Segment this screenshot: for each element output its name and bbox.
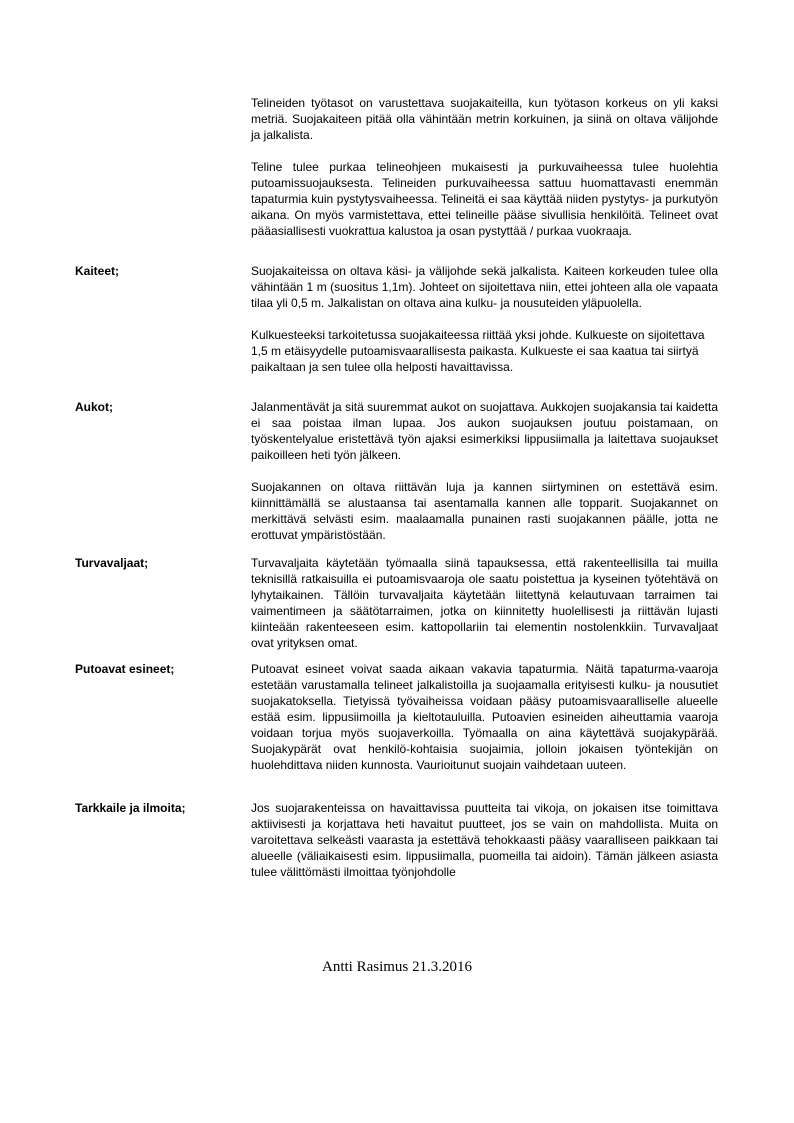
section-content (251, 555, 718, 667)
section-paragraph: Jalanmentävät ja sitä suuremmat aukot on suojattava. Aukkojen suojakansia tai kaidetta ei saa poistaa ilman lupaa. Jos aukon suojauksen joutuu poistamaan, on työskentelyalue eristettävä työn ajaksi esimerkiksi lippusiimalla ja laitettava suojaukset paikoilleen heti työn jälkeen. (251, 400, 718, 462)
intro-paragraph-2: Teline tulee purkaa telineohjeen mukaisesti ja purkuvaiheessa tulee huolehtia putoamissuojauksesta. Telineiden purkuvaiheessa sattuu huomattavasti enemmän tapaturmia kuin pystytysvaiheessa. Telineitä ei saa käyttää niiden pystytys- ja purkutyön aikana. On myös varmistettava, ettei telineille pääse sivullisia henkilöitä. Telineet ovat pääasiallisesti vuokrattua kalustoa ja osan pystyttää / purkaa vuokraaja. (251, 160, 718, 238)
section-content (251, 399, 718, 559)
section-paragraph: Suojakaiteissa on oltava käsi- ja välijohde sekä jalkalista. Kaiteen korkeuden tulee olla vähintään 1 m (suositus 1,1m). Johteet on sijoitettava niin, ettei johteen alla ole vapaata tilaa yli 0,5 m. Jalkalistan on oltava aina kulku- ja nousuteiden yläpuolella. (251, 264, 718, 310)
section-label: Kaiteet; (75, 264, 120, 278)
section-label: Aukot; (75, 400, 113, 414)
section-label: Tarkkaile ja ilmoita; (75, 801, 186, 815)
section-label: Turvavaljaat; (75, 556, 149, 570)
section-content (251, 800, 718, 896)
section-paragraph: Turvavaljaita käytetään työmaalla siinä tapauksessa, että rakenteellisilla tai muilla teknisillä ratkaisuilla ei putoamisvaaroja ole saatu poistettua ja kyseinen työtehtävä on lyhytaikainen. Tällöin turvavaljaita käytetään liitettynä kelautuvaan tarraimen tai vaimentimeen ja säätötarraimen, jotka on kiinnitetty huolellisesti ja riittävän lujasti kiinteään rakenteeseen esim. kattopollariin tai elementin nostolenkkiin. Turvavaljaat ovat yrityksen omat. (251, 556, 718, 650)
section-content (251, 661, 718, 789)
signature: Antti Rasimus 21.3.2016 (321, 959, 472, 975)
intro-content (251, 95, 718, 255)
section-label: Putoavat esineet; (75, 662, 175, 676)
section-paragraph: Jos suojarakenteissa on havaittavissa puutteita tai vikoja, on jokaisen itse toimittava aktiivisesti ja korjattava heti havaitut puutteet, jos se vain on mahdollista. Muita on varoitettava selkeästi vaarasta ja estettävä tehokkaasti pääsy vaaralliseen paikkaan tai alueelle (väliaikaisesti esim. lippusiimalla, puomeilla tai aidoin). Tämän jälkeen asiasta tulee välittömästi ilmoittaa työnjohdolle (251, 801, 718, 879)
section-paragraph: Suojakannen on oltava riittävän luja ja kannen siirtyminen on estettävä esim. kiinnittämällä se alustaansa tai asentamalla kannen alle topparit. Suojakannet on merkittävä selvästi esim. maalaamalla punainen rasti suojakannen päälle, jotta ne erottuvat ympäristöstään. (251, 480, 718, 542)
section-paragraph: Putoavat esineet voivat saada aikaan vakavia tapaturmia. Näitä tapaturma-vaaroja estetään varustamalla telineet jalkalistoilla ja suojaamalla erityisesti kulku- ja nousutiet suojakatoksella. Tietyissä työvaiheissa voidaan pääsy putoamisvaaralliselle alueelle estää esim. lippusiimoilla ja kieltotauluilla. Putoavien esineiden aiheuttamia vaaroja voidaan torjua myös suojaverkoilla. Työmaalla on aina käytettävä suojakypärää. Suojakypärät ovat henkilö-kohtaisia suojaimia, jolloin jokaisen työntekijän on huolehdittava niiden kunnosta. Vaurioitunut suojain vaihdetaan uuteen. (251, 662, 718, 772)
intro-paragraph-1: Telineiden työtasot on varustettava suojakaiteilla, kun työtason korkeus on yli kaksi metriä. Suojakaiteen pitää olla vähintään metrin korkuinen, ja siinä on oltava välijohde ja jalkalista. (251, 96, 718, 142)
section-paragraph: Kulkuesteeksi tarkoitetussa suojakaiteessa riittää yksi johde. Kulkueste on sijoitettava 1,5 m etäisyydelle putoamisvaarallisesta paikasta. Kulkueste ei saa kaatua tai siirtyä paikaltaan ja sen tulee olla helposti havaittavissa. (251, 328, 705, 374)
section-content (251, 263, 718, 391)
